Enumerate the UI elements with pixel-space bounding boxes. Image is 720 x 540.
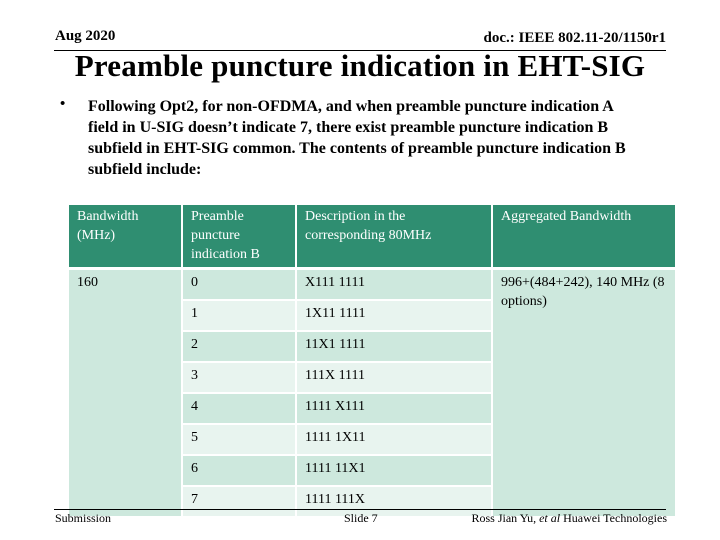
desc-cell: 1111 1X11 [296,424,492,455]
desc-cell: 111X 1111 [296,362,492,393]
index-cell: 3 [182,362,296,393]
slide-title: Preamble puncture indication in EHT-SIG [74,48,646,83]
index-cell: 4 [182,393,296,424]
header-date: Aug 2020 [55,28,116,44]
desc-cell: 1111 111X [296,486,492,517]
footer-submission: Submission [55,511,112,525]
desc-cell: 1111 11X1 [296,455,492,486]
footer-author [472,511,668,526]
footer-et-al: et al [539,511,561,525]
index-cell: 1 [182,300,296,331]
desc-cell: 1X11 1111 [296,300,492,331]
header-description: Description in the corresponding 80MHz [296,204,492,269]
bullet-symbol: • [60,96,66,112]
bullet-text: Following Opt2, for non-OFDMA, and when preamble puncture indication A field in U-SIG doesn’t indicate 7, there exist preamble puncture indication B subfield in EHT-SIG common. The contents of preamble puncture indication B subfield include: [88,98,626,178]
footer-organization: Huawei Technologies [563,511,667,525]
index-cell: 6 [182,455,296,486]
index-cell: 5 [182,424,296,455]
footer-rule [54,509,666,510]
aggregated-cell: 996+(484+242), 140 MHz (8 options) [492,269,676,518]
footer-slide-number: Slide 7 [344,511,378,525]
footer-author-name: Ross Jian Yu, [471,511,537,525]
desc-cell: X111 1111 [296,269,492,301]
index-cell: 2 [182,331,296,362]
bandwidth-cell: 160 [68,269,182,518]
header-aggregated: Aggregated Bandwidth [492,204,676,269]
header-doc-id: doc.: IEEE 802.11-20/1150r1 [483,30,666,46]
puncture-table [67,203,677,518]
table-row [68,269,676,301]
header-bandwidth: Bandwidth (MHz) [68,204,182,269]
desc-cell: 11X1 1111 [296,331,492,362]
table-header-row [68,204,676,269]
index-cell: 0 [182,269,296,301]
index-cell: 7 [182,486,296,517]
header-indication-b: Preamble puncture indication B [182,204,296,269]
desc-cell: 1111 X111 [296,393,492,424]
